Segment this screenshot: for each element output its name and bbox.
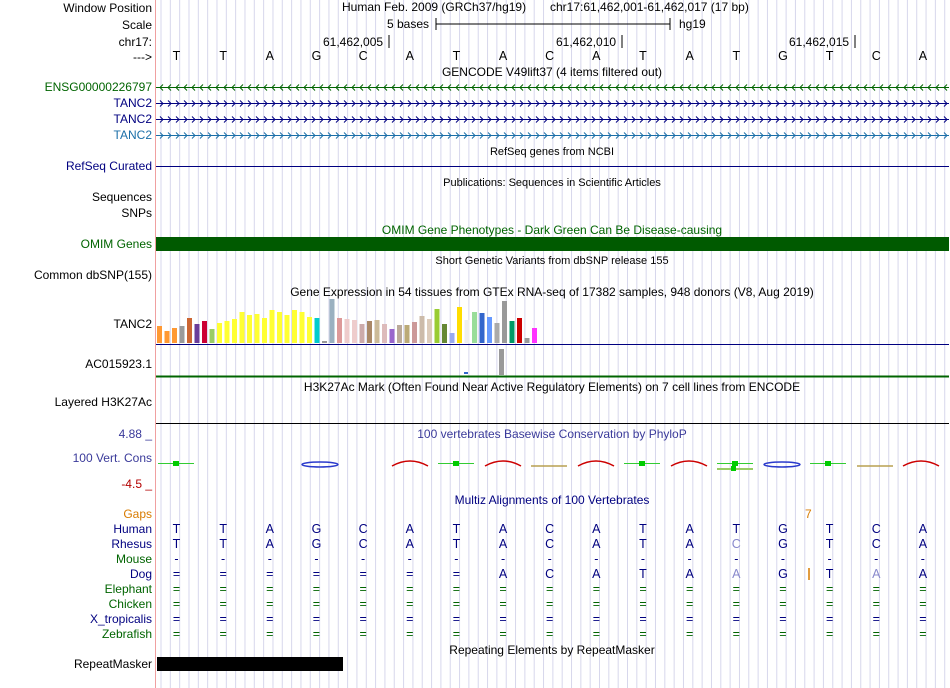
alignment-base-dog: = [219, 567, 227, 581]
conservation-mark [639, 461, 645, 466]
gtex-bar [457, 307, 462, 343]
alignment-base-dog: A [872, 567, 881, 581]
alignment-base-chicken: = [359, 597, 367, 611]
alignment-base-mouse: - [920, 552, 925, 566]
label-dbsnp[interactable]: Common dbSNP(155) [33, 268, 152, 282]
conservation-mark [825, 461, 831, 466]
omim-bar [156, 237, 949, 251]
alignment-base-xtrop: = [172, 612, 181, 626]
gtex-bar [390, 329, 395, 343]
alignment-base-xtrop: = [825, 612, 834, 626]
alignment-base-xtrop: = [266, 612, 274, 626]
base-letter: C [545, 49, 555, 63]
alignment-base-zebrafish: = [779, 627, 787, 641]
alignment-base-zebrafish: = [266, 627, 274, 641]
alignment-base-xtrop: = [219, 612, 227, 626]
gtex-bar [510, 321, 515, 343]
alignment-base-xtrop: = [732, 612, 740, 626]
alignment-base-zebrafish: = [406, 627, 414, 641]
alignment-base-rhesus: T [219, 537, 227, 551]
label-chrom: chr17: [118, 35, 152, 49]
alignment-base-rhesus: T [825, 537, 834, 551]
alignment-base-human: A [592, 522, 601, 536]
alignment-base-elephant: = [546, 582, 554, 596]
alignment-base-human: A [918, 522, 928, 536]
label-zebrafish: Zebrafish [101, 627, 152, 641]
alignment-base-xtrop: = [406, 612, 414, 626]
alignment-base-chicken: = [732, 597, 740, 611]
alignment-base-chicken: = [639, 597, 647, 611]
alignment-base-rhesus: T [452, 537, 461, 551]
label-omim[interactable]: OMIM Genes [80, 237, 152, 251]
conservation-mark [173, 461, 179, 466]
alignment-base-zebrafish: = [639, 627, 647, 641]
alignment-base-elephant: = [499, 582, 507, 596]
gtex-bar [360, 324, 365, 343]
alignment-base-xtrop: = [359, 612, 367, 626]
gtex-bar [300, 312, 305, 343]
gtex-bar [165, 331, 170, 343]
alignment-base-mouse: - [314, 552, 319, 566]
alignment-base-human: G [778, 522, 788, 536]
alignment-base-chicken: = [685, 597, 694, 611]
alignment-base-human: A [405, 522, 414, 536]
alignment-base-rhesus: A [918, 537, 928, 551]
alignment-base-dog: = [266, 567, 274, 581]
alignment-base-elephant: = [919, 582, 927, 596]
gtex-bar [315, 318, 320, 343]
alignment-base-rhesus: G [311, 537, 322, 551]
base-letter: G [311, 49, 322, 63]
alignment-base-rhesus: A [405, 537, 414, 551]
dbsnp-title[interactable]: Short Genetic Variants from dbSNP release 155 [435, 255, 669, 267]
gtex-bar [420, 316, 425, 343]
base-letter: A [498, 49, 508, 63]
gtex-bar [464, 372, 468, 374]
omim-title[interactable]: OMIM Gene Phenotypes - Dark Green Can Be Disease-causing [381, 223, 723, 237]
label-elephant: Elephant [104, 582, 152, 596]
gencode-title[interactable]: GENCODE V49lift37 (4 items filtered out) [441, 65, 663, 79]
alignment-base-chicken: = [266, 597, 274, 611]
label-human: Human [113, 522, 152, 536]
label-mouse: Mouse [115, 552, 152, 566]
alignment-base-chicken: = [919, 597, 927, 611]
conservation-mark [671, 461, 707, 466]
alignment-base-zebrafish: = [312, 627, 321, 641]
alignment-base-mouse: - [780, 552, 786, 566]
alignment-base-chicken: = [825, 597, 834, 611]
gtex-bar [405, 325, 410, 343]
alignment-base-elephant: = [266, 582, 274, 596]
alignment-base-dog: = [172, 567, 181, 581]
alignment-base-human: A [685, 522, 694, 536]
label-dog: Dog [129, 567, 152, 581]
gtex-bar [172, 328, 177, 343]
base-letter: T [639, 49, 647, 63]
h3k27ac-title[interactable]: H3K27Ac Mark (Often Found Near Active Regulatory Elements) on 7 cell lines from ENCODE [303, 380, 801, 394]
alignment-base-xtrop: = [639, 612, 647, 626]
gtex-bar [442, 324, 447, 343]
alignment-base-mouse: - [874, 552, 879, 566]
gtex-bar [240, 312, 245, 343]
alignment-base-elephant: = [219, 582, 227, 596]
alignment-base-zebrafish: = [685, 627, 694, 641]
alignment-base-elephant: = [452, 582, 461, 596]
gtex-bar [180, 326, 185, 343]
gtex-bar [502, 301, 507, 343]
base-letter: A [265, 49, 274, 63]
conservation-mark [764, 462, 800, 467]
gtex-bar [247, 315, 252, 343]
conservation-mark [903, 461, 939, 466]
alignment-base-dog: T [639, 567, 647, 581]
gtex-bar [517, 318, 522, 343]
gtex-bar [202, 321, 207, 343]
gap-count: 7 [805, 507, 812, 521]
alignment-base-zebrafish: = [172, 627, 181, 641]
alignment-base-rhesus: A [498, 537, 508, 551]
alignment-base-elephant: = [872, 582, 880, 596]
alignment-base-dog: A [592, 567, 601, 581]
gtex-bar [307, 317, 312, 343]
alignment-base-chicken: = [499, 597, 507, 611]
gtex-bar [427, 319, 432, 343]
alignment-base-human: A [498, 522, 508, 536]
alignment-base-elephant: = [172, 582, 181, 596]
scale-db: hg19 [679, 17, 706, 31]
gtex-bar [412, 322, 417, 343]
alignment-base-zebrafish: = [499, 627, 507, 641]
alignment-base-human: T [219, 522, 227, 536]
label-cons[interactable]: 100 Vert. Cons [72, 451, 152, 465]
alignment-base-dog: A [685, 567, 694, 581]
alignment-base-human: T [825, 522, 834, 536]
alignment-base-xtrop: = [779, 612, 787, 626]
base-letter: T [825, 49, 834, 63]
gtex-bar [435, 309, 440, 343]
alignment-base-chicken: = [406, 597, 414, 611]
alignment-base-elephant: = [592, 582, 600, 596]
gtex-bar [450, 333, 455, 343]
alignment-base-mouse: - [734, 552, 739, 566]
label-gene-tanc2-2[interactable]: TANC2 [113, 112, 152, 126]
alignment-base-xtrop: = [546, 612, 554, 626]
coord-label-2: 61,462,010 [556, 35, 617, 49]
alignment-base-human: T [732, 522, 741, 536]
gtex-bar [285, 315, 290, 343]
gtex-bar [195, 324, 200, 343]
alignment-base-mouse: - [547, 552, 552, 566]
alignment-base-rhesus: A [265, 537, 274, 551]
label-snps[interactable]: SNPs [121, 206, 152, 220]
label-arrow: ---> [133, 50, 152, 64]
gtex-bar [480, 313, 485, 343]
alignment-base-elephant: = [359, 582, 367, 596]
gtex-bar [225, 321, 230, 343]
alignment-base-dog: = [312, 567, 321, 581]
gtex-title[interactable]: Gene Expression in 54 tissues from GTEx RNA-seq of 17382 samples, 948 donors (V8, Aug 2019) [290, 285, 814, 299]
alignment-base-chicken: = [779, 597, 787, 611]
base-letter: T [172, 49, 181, 63]
label-chicken: Chicken [108, 597, 152, 611]
alignment-base-human: T [639, 522, 647, 536]
label-sequences[interactable]: Sequences [91, 190, 152, 204]
label-gene-tanc2-1[interactable]: TANC2 [113, 96, 152, 110]
alignment-base-mouse: - [267, 552, 272, 566]
gtex-bar [352, 320, 357, 343]
alignment-base-rhesus: A [592, 537, 601, 551]
label-cons-max: 4.88 _ [118, 427, 152, 441]
alignment-base-mouse: - [407, 552, 412, 566]
label-rhesus: Rhesus [111, 537, 152, 551]
alignment-base-mouse: - [221, 552, 226, 566]
alignment-base-xtrop: = [919, 612, 927, 626]
gtex-bar [157, 326, 162, 343]
alignment-base-zebrafish: = [825, 627, 834, 641]
label-cons-min: -4.5 _ [121, 477, 152, 491]
alignment-base-elephant: = [779, 582, 787, 596]
label-repeatmasker[interactable]: RepeatMasker [73, 657, 152, 671]
alignment-base-chicken: = [172, 597, 181, 611]
gtex-bar [375, 320, 380, 343]
base-letter: A [918, 49, 928, 63]
multiz-title[interactable]: Multiz Alignments of 100 Vertebrates [454, 493, 650, 507]
base-letter: A [592, 49, 601, 63]
alignment-base-chicken: = [452, 597, 461, 611]
gtex-bar [232, 319, 237, 343]
label-gaps: Gaps [123, 507, 152, 521]
alignment-base-chicken: = [546, 597, 554, 611]
label-xtropicalis: X_tropicalis [89, 612, 152, 626]
gtex-bar [397, 325, 402, 343]
alignment-base-zebrafish: = [872, 627, 880, 641]
gtex-bar [217, 323, 222, 343]
gtex-bar [345, 319, 350, 343]
alignment-base-rhesus: T [639, 537, 647, 551]
base-letter: T [732, 49, 741, 63]
conservation-mark [732, 461, 738, 466]
alignment-base-xtrop: = [312, 612, 321, 626]
alignment-base-human: G [311, 522, 322, 536]
alignment-base-rhesus: C [358, 537, 368, 551]
alignment-base-mouse: - [594, 552, 599, 566]
base-letter: G [778, 49, 788, 63]
alignment-base-dog: C [545, 567, 555, 581]
label-gene-ensg[interactable]: ENSG00000226797 [44, 80, 152, 94]
alignment-base-elephant: = [685, 582, 694, 596]
alignment-base-elephant: = [639, 582, 647, 596]
base-letter: T [219, 49, 227, 63]
gtex-bar [495, 323, 500, 343]
coord-label-1: 61,462,005 [323, 35, 384, 49]
alignment-base-zebrafish: = [732, 627, 740, 641]
assembly-title: Human Feb. 2009 (GRCh37/hg19) [342, 0, 527, 14]
alignment-base-human: A [265, 522, 274, 536]
label-refseq[interactable]: RefSeq Curated [65, 159, 152, 173]
conservation-title[interactable]: 100 vertebrates Basewise Conservation by PhyloP [417, 427, 687, 441]
alignment-base-human: C [871, 522, 881, 536]
alignment-base-xtrop: = [452, 612, 461, 626]
position-range: chr17:61,462,001-61,462,017 (17 bp) [550, 0, 749, 14]
alignment-base-xtrop: = [685, 612, 694, 626]
alignment-base-elephant: = [732, 582, 740, 596]
gtex-bar [499, 349, 504, 375]
alignment-base-human: T [452, 522, 461, 536]
alignment-base-human: C [545, 522, 555, 536]
alignment-base-dog: = [406, 567, 414, 581]
gtex-bar [292, 310, 297, 343]
alignment-base-xtrop: = [592, 612, 600, 626]
label-scale: Scale [121, 18, 152, 32]
alignment-base-zebrafish: = [546, 627, 554, 641]
label-h3k27ac[interactable]: Layered H3K27Ac [54, 395, 152, 409]
alignment-base-elephant: = [825, 582, 834, 596]
alignment-base-rhesus: A [685, 537, 694, 551]
conservation-mark [731, 466, 736, 471]
coord-label-3: 61,462,015 [789, 35, 850, 49]
alignment-base-dog: = [452, 567, 461, 581]
gtex-bar [487, 317, 492, 343]
alignment-base-chicken: = [592, 597, 600, 611]
alignment-base-zebrafish: = [919, 627, 927, 641]
gtex-bar [337, 318, 342, 343]
alignment-base-chicken: = [312, 597, 321, 611]
alignment-base-dog: = [359, 567, 367, 581]
refseq-title[interactable]: RefSeq genes from NCBI [489, 146, 615, 158]
alignment-base-rhesus: T [172, 537, 181, 551]
alignment-base-human: C [358, 522, 368, 536]
alignment-base-mouse: - [361, 552, 366, 566]
alignment-base-mouse: - [454, 552, 459, 566]
alignment-base-zebrafish: = [592, 627, 600, 641]
label-gtex-tanc2[interactable]: TANC2 [113, 317, 152, 331]
gtex-bar [277, 312, 282, 343]
alignment-base-mouse: - [174, 552, 179, 566]
alignment-base-dog: G [778, 567, 788, 581]
alignment-base-dog: A [918, 567, 928, 581]
alignment-base-rhesus: G [778, 537, 788, 551]
gtex-bar [262, 318, 267, 343]
alignment-base-rhesus: C [731, 537, 741, 551]
publications-title[interactable]: Publications: Sequences in Scientific Articles [443, 177, 661, 189]
label-gtex-ac015923[interactable]: AC015923.1 [85, 357, 152, 371]
alignment-base-xtrop: = [499, 612, 507, 626]
gtex-bar [525, 338, 530, 343]
alignment-base-mouse: - [827, 552, 832, 566]
alignment-base-zebrafish: = [359, 627, 367, 641]
gtex-bar [367, 321, 372, 343]
conservation-mark [453, 461, 459, 466]
gtex-bar [465, 320, 470, 343]
alignment-base-human: T [172, 522, 181, 536]
gtex-bar [255, 314, 260, 343]
alignment-base-mouse: - [500, 552, 506, 566]
repeatmasker-bar [157, 657, 343, 671]
gtex-bar [187, 318, 192, 343]
base-letter: A [405, 49, 414, 63]
alignment-base-rhesus: C [545, 537, 555, 551]
alignment-base-dog: A [732, 567, 741, 581]
base-letter: C [871, 49, 881, 63]
alignment-base-mouse: - [640, 552, 646, 566]
repeatmasker-title[interactable]: Repeating Elements by RepeatMasker [449, 643, 655, 657]
alignment-base-zebrafish: = [452, 627, 461, 641]
gtex-bar [382, 324, 387, 343]
base-letter: T [452, 49, 461, 63]
alignment-base-elephant: = [406, 582, 414, 596]
gtex-bar [532, 328, 537, 343]
base-letter: C [358, 49, 368, 63]
gtex-bar [270, 310, 275, 343]
label-window-position: Window Position [63, 1, 152, 15]
base-letter: A [685, 49, 694, 63]
alignment-base-dog: A [498, 567, 508, 581]
alignment-base-chicken: = [872, 597, 880, 611]
scale-label: 5 bases [387, 17, 430, 31]
alignment-base-dog: T [825, 567, 834, 581]
gtex-bar [210, 329, 215, 343]
label-gene-tanc2-3[interactable]: TANC2 [113, 128, 152, 142]
alignment-base-elephant: = [312, 582, 321, 596]
gtex-bar [330, 299, 335, 343]
alignment-base-mouse: - [687, 552, 692, 566]
gtex-bar [322, 341, 327, 343]
alignment-base-rhesus: C [871, 537, 881, 551]
gtex-bar [472, 312, 477, 343]
alignment-base-chicken: = [219, 597, 227, 611]
alignment-base-zebrafish: = [219, 627, 227, 641]
alignment-base-xtrop: = [872, 612, 880, 626]
